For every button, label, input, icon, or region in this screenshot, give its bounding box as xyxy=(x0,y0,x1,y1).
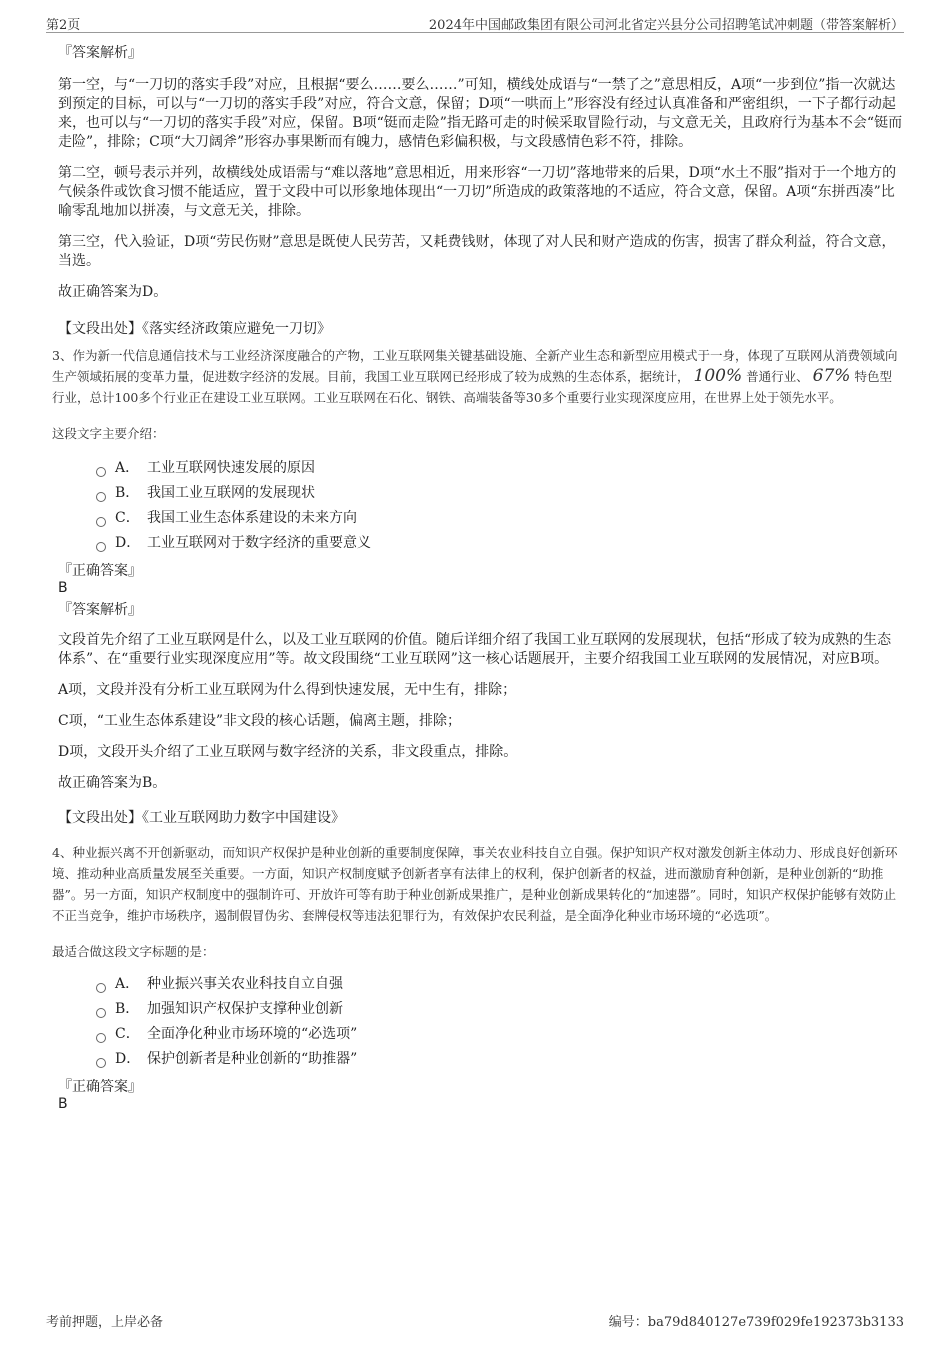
analysis-paragraph: 第二空，顿号表示并列，故横线处成语需与“难以落地”意思相近，用来形容“一刀切”落地带来的后果，D项“水土不服”指对于一个地方的气候条件或饮食习惯不能适应，置于文段中可以形象地体现出“一刀切”所造成的政策落地的不适应，符合文意，保留。A项“东拼西凑”比喻零乱地加以拼凑，与文意无关，排除。 xyxy=(58,165,897,219)
answer-analysis-label: 『答案解析』 xyxy=(58,602,142,618)
option-d[interactable]: D． 工业互联网对于数字经济的重要意义 xyxy=(96,531,904,556)
analysis-paragraph: D项，文段开头介绍了工业互联网与数字经济的关系，非文段重点，排除。 xyxy=(58,744,518,760)
question-prompt: 这段文字主要介绍： xyxy=(52,426,165,441)
analysis-paragraph: A项，文段并没有分析工业互联网为什么得到快速发展，无中生有，排除； xyxy=(58,682,517,698)
option-a[interactable]: A． 工业互联网快速发展的原因 xyxy=(96,456,904,481)
correct-answer-label: 『正确答案』 xyxy=(58,1079,142,1095)
radio-icon[interactable] xyxy=(96,492,106,502)
correct-answer: B xyxy=(58,580,68,596)
page-header xyxy=(46,12,904,33)
option-c[interactable]: C． 全面净化种业市场环境的“必选项” xyxy=(96,1022,904,1047)
radio-icon[interactable] xyxy=(96,517,106,527)
question-3 xyxy=(46,345,904,828)
options-list xyxy=(46,972,904,1072)
q2-analysis xyxy=(46,44,904,339)
option-b[interactable]: B． 我国工业互联网的发展现状 xyxy=(96,481,904,506)
radio-icon[interactable] xyxy=(96,467,106,477)
correct-answer-block xyxy=(46,562,904,828)
correct-answer-block xyxy=(46,1078,904,1113)
question-4 xyxy=(46,842,904,1113)
analysis-paragraph: 第三空，代入验证，D项“劳民伤财”意思是既使人民劳苦，又耗费钱财，体现了对人民和财产造成的伤害，损害了群众利益，符合文意，当选。 xyxy=(58,234,896,269)
math-percent-100: 100% xyxy=(693,366,743,386)
math-percent-67: 67% xyxy=(812,366,851,386)
option-c[interactable]: C． 我国工业生态体系建设的未来方向 xyxy=(96,506,904,531)
option-d[interactable]: D． 保护创新者是种业创新的“助推器” xyxy=(96,1047,904,1072)
option-b[interactable]: B． 加强知识产权保护支撑种业创新 xyxy=(96,997,904,1022)
question-prompt: 最适合做这段文字标题的是： xyxy=(52,944,215,959)
answer-analysis-label: 『答案解析』 xyxy=(58,45,142,61)
page-number: 第2页 xyxy=(46,18,81,33)
question-text: 4、种业振兴离不开创新驱动，而知识产权保护是种业创新的重要制度保障，事关农业科技自立自强。保护知识产权对激发创新主体动力、形成良好创新环境、推动种业高质量发展至关重要。一方面，知识产权制度赋予创新者享有法律上的权利，保护创新者的权益，进而激励育种创新，是种业创新的“助推器”。另一方面，知识产权制度中的强制许可、开放许可等有助于种业创新成果推广，是种业创新成果转化的“加速器”。同时，知识产权保护能够有效防止不正当竞争，维护市场秩序，遏制假冒伪劣、套牌侵权等违法犯罪行为，有效保护农民利益，是全面净化种业市场环境的“必选项”。 xyxy=(52,845,898,923)
document-title: 2024年中国邮政集团有限公司河北省定兴县分公司招聘笔试冲刺题（带答案解析） xyxy=(428,18,904,33)
analysis-paragraph: 第一空，与“一刀切的落实手段”对应，且根据“要么……要么……”可知，横线处成语与“一禁了之”意思相反，A项“一步到位”指一次就达到预定的目标，可以与“一刀切的落实手段”对应，符合文意，保留；D项“一哄而上”形容没有经过认真准备和严密组织，一下子都行动起来，也可以与“一刀切的落实手段”对应，保留。B项“铤而走险”指无路可走的时候采取冒险行动，与文意无关，且政府行为基本不会“铤而走险”，排除；C项“大刀阔斧”形容办事果断而有魄力，感情色彩偏积极，与文段感情色彩不符，排除。 xyxy=(58,77,903,150)
document-id: 编号：ba79d840127e739f029fe192373b3133 xyxy=(608,1315,904,1330)
footer-slogan: 考前押题，上岸必备 xyxy=(46,1315,164,1330)
correct-answer: B xyxy=(58,1096,68,1112)
radio-icon[interactable] xyxy=(96,542,106,552)
option-a[interactable]: A． 种业振兴事关农业科技自立自强 xyxy=(96,972,904,997)
options-list xyxy=(46,456,904,556)
radio-icon[interactable] xyxy=(96,1033,106,1043)
radio-icon[interactable] xyxy=(96,983,106,993)
analysis-conclusion: 故正确答案为B。 xyxy=(58,775,167,791)
source-citation: 【文段出处】《工业互联网助力数字中国建设》 xyxy=(58,810,345,826)
radio-icon[interactable] xyxy=(96,1008,106,1018)
correct-answer-label: 『正确答案』 xyxy=(58,563,142,579)
analysis-paragraph: C项，“工业生态体系建设”非文段的核心话题，偏离主题，排除； xyxy=(58,713,462,729)
analysis-paragraph: 文段首先介绍了工业互联网是什么，以及工业互联网的价值。随后详细介绍了我国工业互联网的发展现状，包括“形成了较为成熟的生态体系”、在“重要行业实现深度应用”等。故文段围绕“工业互联网”这一核心话题展开，主要介绍我国工业互联网的发展情况，对应B项。 xyxy=(58,632,892,667)
source-citation: 【文段出处】《落实经济政策应避免一刀切》 xyxy=(58,321,331,337)
analysis-conclusion: 故正确答案为D。 xyxy=(58,284,168,300)
radio-icon[interactable] xyxy=(96,1058,106,1068)
page-content xyxy=(46,44,904,1113)
question-text: 3、作为新一代信息通信技术与工业经济深度融合的产物，工业互联网集关键基础设施、全新产业生态和新型应用模式于一身，体现了互联网从消费领域向生产领域拓展的变革力量，促进数字经济的发展。目前，我国工业互联网已经形成了较为成熟的生态体系，据统计， 100% 普通行业、 67% 特色型行业，总计100多个行业正在建设工业互联网。工业互联网在石化、钢铁、高端装备等30多个重要行业实现深度应用，在世界上处于领先水平。 xyxy=(52,348,898,405)
